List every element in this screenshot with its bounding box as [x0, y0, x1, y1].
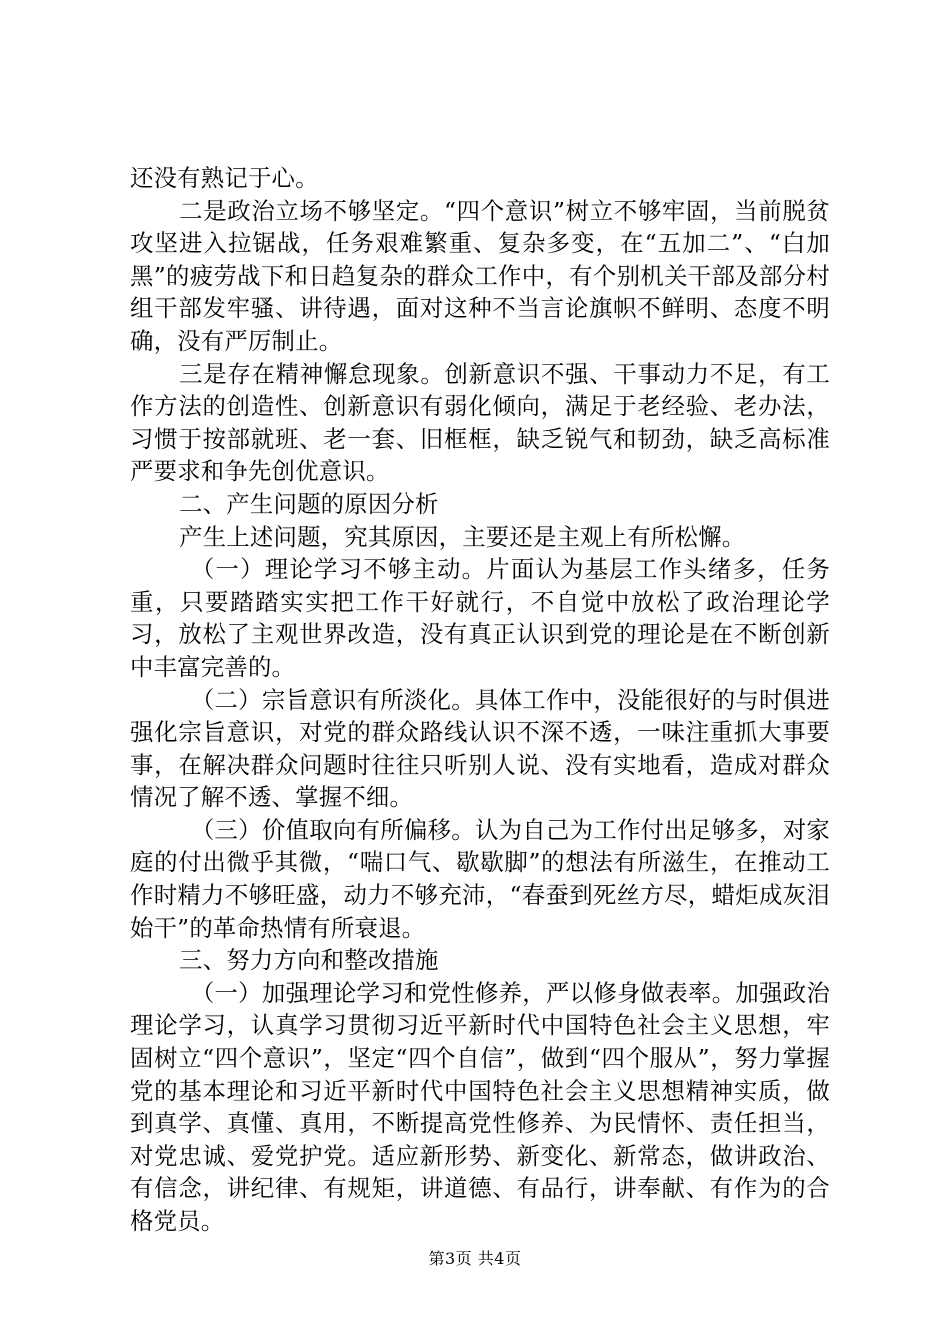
- paragraph-2: 二是政治立场不够坚定。“四个意识”树立不够牢固，当前脱贫攻坚进入拉锯战，任务艰难繁重、复杂多变，在“五加二”、“白加黑”的疲劳战下和日趋复杂的群众工作中，有个别机关干部及部分村组干部发牢骚、讲待遇，面对这种不当言论旗帜不鲜明、态度不明确，没有严厉制止。: [130, 196, 830, 355]
- paragraph-8: （三）价值取向有所偏移。认为自己为工作付出足够多，对家庭的付出微乎其微，“喘口气、歇歇脚”的想法有所滋生，在推动工作时精力不够旺盛，动力不够充沛，“春蚕到死丝方尽，蜡炬成灰泪始干”的革命热情有所衰退。: [130, 815, 830, 942]
- section-heading-2: 二、产生问题的原因分析: [179, 489, 439, 518]
- document-body: [130, 162, 830, 1238]
- paragraph-6: （一）理论学习不够主动。片面认为基层工作头绪多，任务重，只要踏踏实实把工作干好就行，不自觉中放松了政治理论学习，放松了主观世界改造，没有真正认识到党的理论是在不断创新中丰富完善的。: [130, 555, 830, 681]
- page-footer: 第3页 共4页: [428, 1249, 522, 1268]
- paragraph-5: 产生上述问题，究其原因，主要还是主观上有所松懈。: [179, 522, 746, 551]
- paragraph-10: （一）加强理论学习和党性修养，严以修身做表率。加强政治理论学习，认真学习贯彻习近平新时代中国特色社会主义思想，牢固树立“四个意识”，坚定“四个自信”，做到“四个服从”，努力掌握党的基本理论和习近平新时代中国特色社会主义思想精神实质，做到真学、真懂、真用，不断提高党性修养、为民情怀、责任担当，对党忠诚、爱党护党。适应新形势、新变化、新常态，做讲政治、有信念，讲纪律、有规矩，讲道德、有品行，讲奉献、有作为的合格党员。: [130, 978, 830, 1235]
- paragraph-7: （二）宗旨意识有所淡化。具体工作中，没能很好的与时俱进强化宗旨意识，对党的群众路线认识不深不透，一味注重抓大事要事，在解决群众问题时往往只听别人说、没有实地看，造成对群众情况了解不透、掌握不细。: [130, 685, 830, 812]
- paragraph-1: 还没有熟记于心。: [130, 164, 319, 192]
- paragraph-3: 三是存在精神懈怠现象。创新意识不强、干事动力不足，有工作方法的创造性、创新意识有弱化倾向，满足于老经验、老办法，习惯于按部就班、老一套、旧框框，缺乏锐气和韧劲，缺乏高标准严要求和争先创优意识。: [130, 359, 830, 486]
- section-heading-3: 三、努力方向和整改措施: [179, 946, 439, 975]
